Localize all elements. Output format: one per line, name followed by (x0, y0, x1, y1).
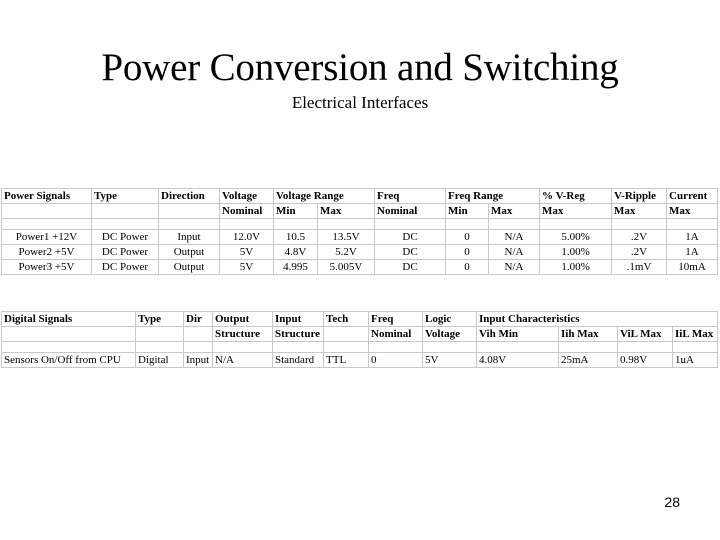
table-cell: 5.2V (318, 245, 375, 260)
header-cell: Max (540, 204, 612, 219)
header-cell (2, 327, 136, 342)
table-row (2, 230, 718, 245)
table-cell: 25mA (559, 353, 618, 368)
table-cell: .2V (612, 245, 667, 260)
table-cell: Digital (136, 353, 184, 368)
header-cell: Freq Range (446, 189, 540, 204)
header-cell (136, 327, 184, 342)
header-cell (324, 327, 369, 342)
table-cell: Input (184, 353, 213, 368)
table-row (2, 353, 718, 368)
header-cell: Structure (273, 327, 324, 342)
digital-signals-table (1, 311, 718, 368)
header-cell: Type (92, 189, 159, 204)
header-cell: Voltage (423, 327, 477, 342)
table-cell: 4.995 (274, 260, 318, 275)
table-cell: 0 (446, 245, 489, 260)
table-cell: 0 (446, 260, 489, 275)
table-cell: DC (375, 260, 446, 275)
table-cell: DC (375, 230, 446, 245)
header-cell: Digital Signals (2, 312, 136, 327)
header-cell: ViL Max (618, 327, 673, 342)
header-cell: Logic (423, 312, 477, 327)
table-cell: 1.00% (540, 245, 612, 260)
table-header-row (2, 327, 718, 342)
header-cell: Freq (369, 312, 423, 327)
table-cell: 4.8V (274, 245, 318, 260)
header-cell: Current (667, 189, 718, 204)
table-cell: 10mA (667, 260, 718, 275)
header-cell: Voltage Range (274, 189, 375, 204)
table-row (2, 245, 718, 260)
table-cell: 5V (220, 260, 274, 275)
table-row (2, 260, 718, 275)
header-cell (2, 204, 92, 219)
power-signals-table (1, 188, 718, 275)
table-cell: 12.0V (220, 230, 274, 245)
header-cell: Input Characteristics (477, 312, 718, 327)
header-cell: Min (274, 204, 318, 219)
table-header-row (2, 312, 718, 327)
header-cell: Max (612, 204, 667, 219)
table-cell: 1A (667, 230, 718, 245)
table-cell: Sensors On/Off from CPU (2, 353, 136, 368)
table-cell: 4.08V (477, 353, 559, 368)
header-cell (184, 327, 213, 342)
table-cell: DC Power (92, 230, 159, 245)
header-cell: Power Signals (2, 189, 92, 204)
header-cell: Input (273, 312, 324, 327)
table-cell: DC Power (92, 245, 159, 260)
header-cell: Min (446, 204, 489, 219)
header-cell: Nominal (369, 327, 423, 342)
table-cell: 13.5V (318, 230, 375, 245)
slide-title: Power Conversion and Switching (101, 46, 619, 89)
table-cell: N/A (213, 353, 273, 368)
header-cell: % V-Reg (540, 189, 612, 204)
table-cell: 1uA (673, 353, 718, 368)
header-cell: Max (667, 204, 718, 219)
table-cell: 0 (369, 353, 423, 368)
header-cell (92, 204, 159, 219)
slide-subtitle: Electrical Interfaces (291, 93, 429, 112)
header-cell: Direction (159, 189, 220, 204)
header-cell: IiL Max (673, 327, 718, 342)
table-cell: Power3 +5V (2, 260, 92, 275)
header-cell: Nominal (220, 204, 274, 219)
header-cell: Vih Min (477, 327, 559, 342)
page-number: 28 (664, 494, 680, 510)
table-cell: Input (159, 230, 220, 245)
header-cell: Nominal (375, 204, 446, 219)
header-cell: Structure (213, 327, 273, 342)
table-cell: Standard (273, 353, 324, 368)
header-cell: V-Ripple (612, 189, 667, 204)
header-cell: Output (213, 312, 273, 327)
table-cell: 5V (220, 245, 274, 260)
header-cell: Max (489, 204, 540, 219)
table-cell: 5.005V (318, 260, 375, 275)
table-cell: DC Power (92, 260, 159, 275)
table-cell: 1A (667, 245, 718, 260)
table-cell: 5.00% (540, 230, 612, 245)
table-cell: 10.5 (274, 230, 318, 245)
table-cell: N/A (489, 230, 540, 245)
table-cell: DC (375, 245, 446, 260)
header-cell: Dir (184, 312, 213, 327)
table-cell: .2V (612, 230, 667, 245)
table-spacer-row (2, 342, 718, 353)
header-cell: Voltage (220, 189, 274, 204)
header-cell (159, 204, 220, 219)
table-cell: Output (159, 260, 220, 275)
table-cell: N/A (489, 245, 540, 260)
header-cell: Tech (324, 312, 369, 327)
header-cell: Max (318, 204, 375, 219)
table-cell: TTL (324, 353, 369, 368)
table-header-row (2, 204, 718, 219)
table-cell: N/A (489, 260, 540, 275)
header-cell: Freq (375, 189, 446, 204)
table-cell: 5V (423, 353, 477, 368)
table-cell: 0 (446, 230, 489, 245)
table-cell: Output (159, 245, 220, 260)
table-header-row (2, 189, 718, 204)
table-cell: 0.98V (618, 353, 673, 368)
table-spacer-row (2, 219, 718, 230)
table-cell: Power2 +5V (2, 245, 92, 260)
table-cell: Power1 +12V (2, 230, 92, 245)
table-cell: 1.00% (540, 260, 612, 275)
table-cell: .1mV (612, 260, 667, 275)
header-cell: Iih Max (559, 327, 618, 342)
header-cell: Type (136, 312, 184, 327)
